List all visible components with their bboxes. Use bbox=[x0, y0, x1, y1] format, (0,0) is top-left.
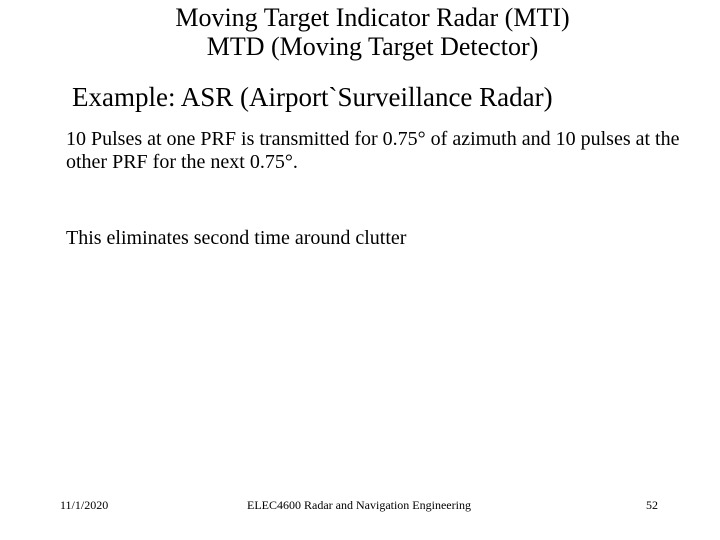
body-paragraph-1: 10 Pulses at one PRF is transmitted for 0.75° of azimuth and 10 pulses at the other PRF for the next 0.75°. bbox=[66, 128, 680, 173]
footer-course-title: ELEC4600 Radar and Navigation Engineering bbox=[247, 498, 471, 512]
slide-title-line-1: Moving Target Indicator Radar (MTI) bbox=[175, 3, 570, 32]
footer-date: 11/1/2020 bbox=[60, 498, 109, 512]
body-paragraph-2: This eliminates second time around clutter bbox=[66, 227, 407, 249]
slide-title-line-2: MTD (Moving Target Detector) bbox=[206, 32, 539, 61]
slide-subtitle: Example: ASR (Airport`Surveillance Radar) bbox=[72, 82, 553, 112]
footer-page-number: 52 bbox=[646, 498, 658, 512]
